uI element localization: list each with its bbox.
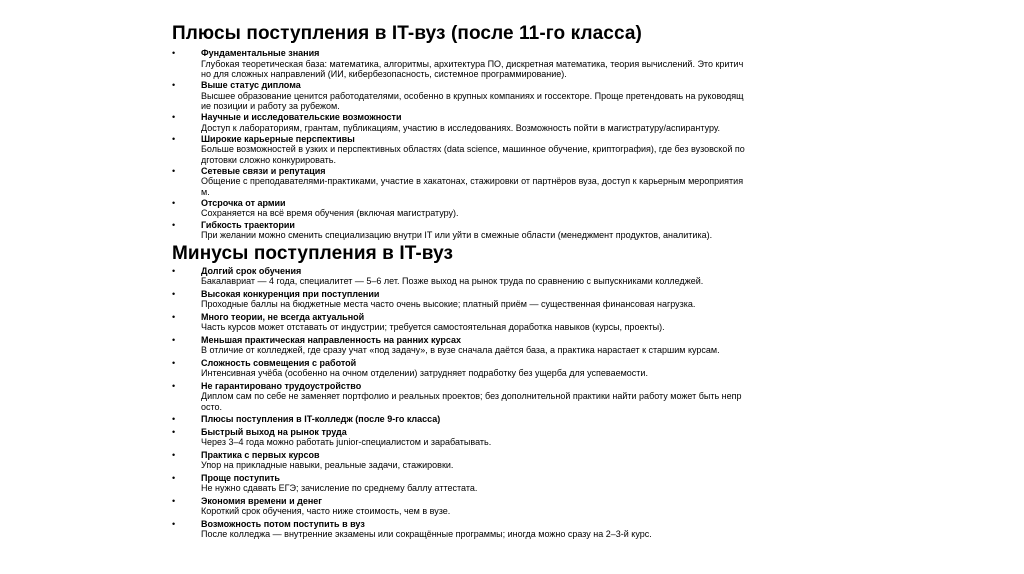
list-item <box>172 289 862 310</box>
item-title: • Научные и исследовательские возможности <box>201 112 402 123</box>
list-item <box>172 335 862 356</box>
item-title: • Меньшая практическая направленность на ранних курсах <box>201 334 461 345</box>
list-item <box>172 112 862 133</box>
item-description: Сохраняется на всё время обучения (включая магистратуру). <box>201 208 459 219</box>
item-title: • Выше статус диплома <box>201 80 301 91</box>
list-item <box>172 312 862 333</box>
list-item <box>172 266 862 287</box>
item-description: Бакалавриат — 4 года, специалитет — 5–6 лет. Позже выход на рынок труда по сравнению с выпускниками колледжей. <box>201 276 704 287</box>
item-description: Доступ к лабораториям, грантам, публикациям, участию в исследованиях. Возможность пойти в магистратуру/аспирантуру. <box>201 122 720 133</box>
item-title: • Отсрочка от армии <box>201 197 286 208</box>
list-item <box>172 473 862 494</box>
item-title: • Сложность совмещения с работой <box>201 357 357 368</box>
list-item <box>172 496 862 517</box>
item-description: Общение с преподавателями-практиками, участие в хакатонах, стажировки от партнёров вуза, доступ к карьерным мероприятия м. <box>201 176 744 197</box>
pros-heading: Плюсы поступления в IT-вуз (после 11-го класса) <box>172 23 642 44</box>
list-item <box>172 381 862 413</box>
item-title: • Возможность потом поступить в вуз <box>201 518 365 529</box>
list-item <box>172 80 862 112</box>
list-item <box>172 358 862 379</box>
list-item <box>172 414 862 425</box>
item-description: Упор на прикладные навыки, реальные задачи, стажировки. <box>201 460 454 471</box>
item-description: Не нужно сдавать ЕГЭ; зачисление по среднему баллу аттестата. <box>201 483 478 494</box>
item-description: Глубокая теоретическая база: математика, алгоритмы, архитектура ПО, дискретная математика, теория вычислений. Это критич но для сложных направлений (ИИ, кибербезопасность, системное программирование). <box>201 58 744 79</box>
list-item <box>172 134 862 166</box>
item-description: Часть курсов может отставать от индустрии; требуется самостоятельная доработка навыков (курсы, проекты). <box>201 322 665 333</box>
item-title: • Проще поступить <box>201 472 280 483</box>
item-description: Больше возможностей в узких и перспективных областях (data science, машинное обучение, криптография), где без вузовской по дготовки сложно конкурировать. <box>201 144 745 165</box>
item-description: Высшее образование ценится работодателями, особенно в крупных компаниях и госсекторе. Проще претендовать на руководящ ие позиции и работу за рубежом. <box>201 90 744 112</box>
item-title: • Высокая конкуренция при поступлении <box>201 288 380 299</box>
item-description: Интенсивная учёба (особенно на очном отделении) затрудняет подработку без ущерба для успеваемости. <box>201 368 648 379</box>
item-title: • Не гарантировано трудоустройство <box>201 380 362 391</box>
item-title: • Широкие карьерные перспективы <box>201 133 355 144</box>
item-title: • Долгий срок обучения <box>201 265 302 276</box>
item-title: • Сетевые связи и репутация <box>201 165 326 176</box>
cons-list <box>172 266 862 425</box>
list-item <box>172 198 862 219</box>
item-title: • Фундаментальные знания <box>201 48 320 58</box>
college-list <box>172 427 862 540</box>
item-title: • Практика с первых курсов <box>201 449 320 460</box>
item-description: Проходные баллы на бюджетные места часто очень высокие; платный приём — существенная финансовая нагрузка. <box>201 299 696 310</box>
list-item <box>172 450 862 471</box>
list-item <box>172 166 862 198</box>
item-description: Через 3–4 года можно работать junior-специалистом и зарабатывать. <box>201 437 492 448</box>
slide-content <box>172 22 862 542</box>
item-description: Короткий срок обучения, часто ниже стоимость, чем в вузе. <box>201 506 451 517</box>
item-title: • Гибкость траектории <box>201 219 295 230</box>
item-title: • Много теории, не всегда актуальной <box>201 311 365 322</box>
item-title: • Экономия времени и денег <box>201 495 323 506</box>
pros-list <box>172 48 862 241</box>
list-item <box>172 427 862 448</box>
item-description: После колледжа — внутренние экзамены или сокращённые программы; иногда можно сразу на 2–3-й курс. <box>201 529 652 540</box>
item-title: • Быстрый выход на рынок труда <box>201 426 347 437</box>
item-description: При желании можно сменить специализацию внутри IT или уйти в смежные области (менеджмент продуктов, аналитика). <box>201 230 713 241</box>
list-item <box>172 48 862 80</box>
item-description: В отличие от колледжей, где сразу учат «под задачу», в вузе сначала даётся база, а практика нарастает к старшим курсам. <box>201 345 720 356</box>
list-item <box>172 519 862 540</box>
item-description: Диплом сам по себе не заменяет портфолио и реальных проектов; без дополнительной практики найти работу может быть непр осто. <box>201 391 742 412</box>
cons-heading: Минусы поступления в IT-вуз <box>172 242 454 264</box>
college-heading: • Плюсы поступления в IT-колледж (после 9-го класса) <box>201 414 441 425</box>
list-item <box>172 220 862 241</box>
